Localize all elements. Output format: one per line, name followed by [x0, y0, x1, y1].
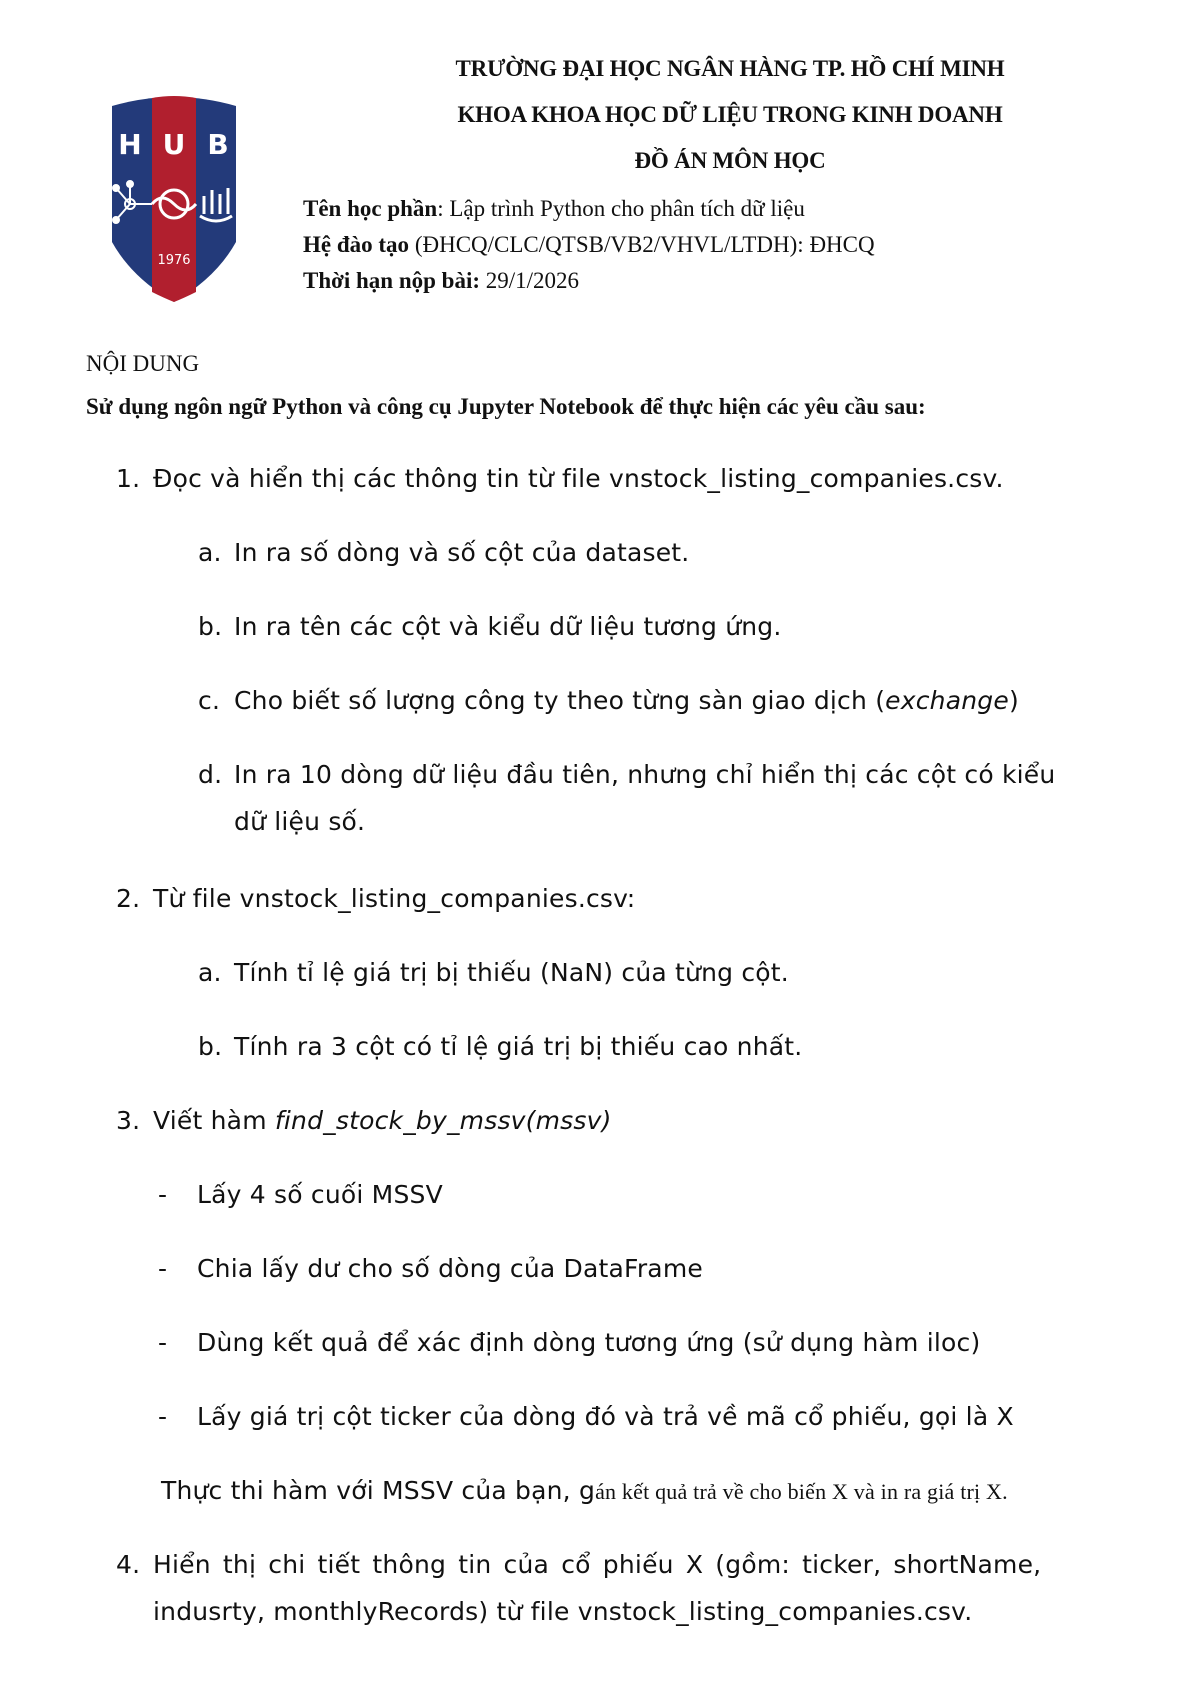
question-1d-label: d.	[198, 760, 223, 789]
question-1-number: 1.	[116, 464, 141, 493]
question-1c-text-end: )	[1008, 686, 1019, 715]
question-4-line2: indusrty, monthlyRecords) từ file vnstock_listing_companies.csv.	[153, 1597, 973, 1626]
question-2-text: Từ file vnstock_listing_companies.csv:	[153, 884, 636, 913]
question-3-execute	[161, 1476, 1008, 1506]
question-2a-text: Tính tỉ lệ giá trị bị thiếu (NaN) của từng cột.	[234, 958, 789, 987]
question-2b-label: b.	[198, 1032, 223, 1061]
bullet-dash-1: -	[158, 1180, 168, 1209]
question-1c-text	[234, 686, 1019, 715]
question-1d-line2: dữ liệu số.	[234, 807, 366, 836]
program-line	[303, 232, 875, 258]
question-1c-text-main: Cho biết số lượng công ty theo từng sàn giao dịch (	[234, 686, 886, 715]
intro-text: Sử dụng ngôn ngữ Python và công cụ Jupyter Notebook để thực hiện các yêu cầu sau:	[86, 394, 926, 419]
logo-letter-b: B	[207, 128, 229, 161]
question-3-execute-sans: Thực thi hàm với MSSV của bạn, g	[161, 1476, 596, 1505]
content-heading: NỘI DUNG	[86, 351, 200, 376]
question-1c-label: c.	[198, 686, 221, 715]
question-2a-label: a.	[198, 958, 222, 987]
question-1c-exchange: exchange	[885, 686, 1009, 715]
bullet-dash-3: -	[158, 1328, 168, 1357]
deadline-value: 29/1/2026	[480, 268, 580, 293]
question-1a-label: a.	[198, 538, 222, 567]
question-1b-label: b.	[198, 612, 223, 641]
logo-year: 1976	[157, 253, 191, 268]
program-value: (ĐHCQ/CLC/QTSB/VB2/VHVL/LTDH): ĐHCQ	[409, 232, 875, 257]
question-3-text	[153, 1106, 612, 1135]
logo-letter-u: U	[162, 128, 186, 161]
program-label: Hệ đào tạo	[303, 232, 410, 257]
question-3-bullet-3: Dùng kết quả để xác định dòng tương ứng (sử dụng hàm iloc)	[197, 1328, 981, 1357]
deadline-label: Thời hạn nộp bài:	[303, 268, 481, 293]
course-value: : Lập trình Python cho phân tích dữ liệu	[437, 196, 805, 221]
question-3-bullet-1: Lấy 4 số cuối MSSV	[197, 1180, 443, 1209]
logo-letter-h: H	[118, 128, 142, 161]
question-1b-text: In ra tên các cột và kiểu dữ liệu tương ứng.	[234, 612, 782, 641]
question-3-text-main: Viết hàm	[153, 1106, 275, 1135]
faculty-name: KHOA KHOA HỌC DỮ LIỆU TRONG KINH DOANH	[457, 102, 1003, 127]
course-label: Tên học phần	[303, 196, 438, 221]
course-line	[303, 196, 805, 222]
question-2-number: 2.	[116, 884, 141, 913]
question-4-number: 4.	[116, 1550, 141, 1579]
question-3-bullet-2: Chia lấy dư cho số dòng của DataFrame	[197, 1254, 703, 1283]
document-type: ĐỒ ÁN MÔN HỌC	[634, 148, 826, 173]
question-4-line1: Hiển thị chi tiết thông tin của cổ phiếu X (gồm: ticker, shortName,	[153, 1550, 1042, 1579]
bullet-dash-2: -	[158, 1254, 168, 1283]
question-3-bullet-4: Lấy giá trị cột ticker của dòng đó và trả về mã cổ phiếu, gọi là X	[197, 1402, 1014, 1431]
question-1a-text: In ra số dòng và số cột của dataset.	[234, 538, 690, 567]
hub-logo	[106, 92, 242, 304]
question-1d-line1: In ra 10 dòng dữ liệu đầu tiên, nhưng chỉ hiển thị các cột có kiểu	[234, 760, 1056, 789]
question-3-execute-serif: án kết quả trả về cho biến X và in ra giá trị X.	[595, 1479, 1008, 1504]
question-2b-text: Tính ra 3 cột có tỉ lệ giá trị bị thiếu cao nhất.	[234, 1032, 803, 1061]
question-1-text: Đọc và hiển thị các thông tin từ file vnstock_listing_companies.csv.	[153, 464, 1004, 493]
deadline-line	[303, 268, 579, 294]
question-3-number: 3.	[116, 1106, 141, 1135]
university-name: TRƯỜNG ĐẠI HỌC NGÂN HÀNG TP. HỒ CHÍ MINH	[455, 56, 1005, 81]
question-3-function-name: find_stock_by_mssv(mssv)	[274, 1106, 612, 1135]
bullet-dash-4: -	[158, 1402, 168, 1431]
